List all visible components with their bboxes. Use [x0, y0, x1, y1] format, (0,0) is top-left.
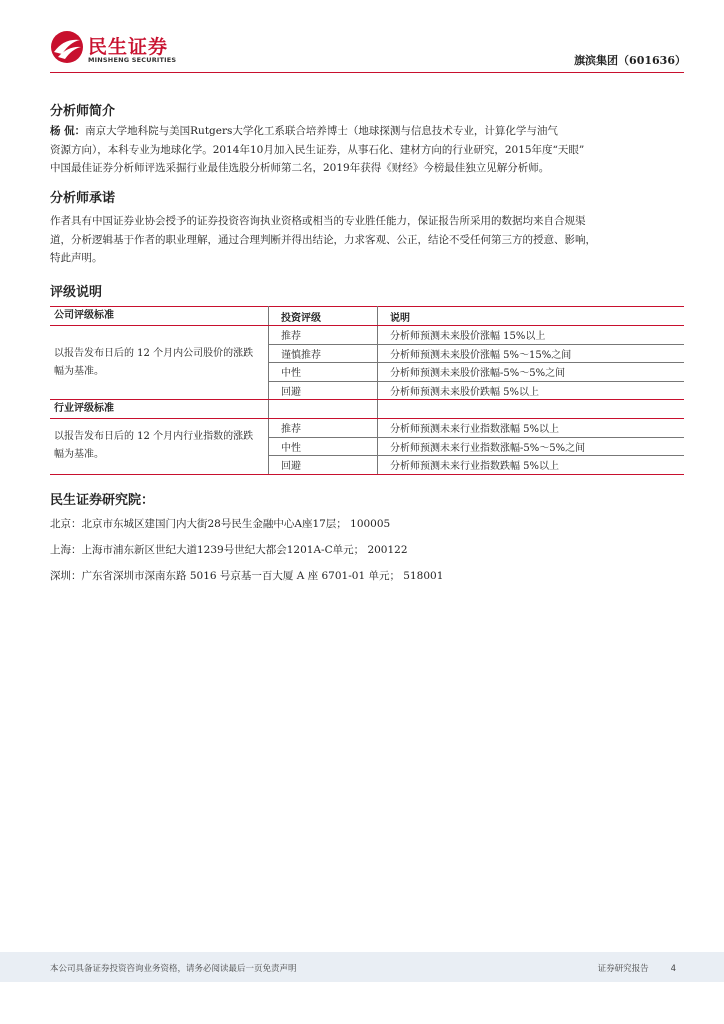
- header-industry-standard: 行业评级标准: [50, 400, 269, 419]
- header-description: 说明: [378, 307, 685, 326]
- header-divider: [50, 72, 684, 73]
- company-rating-desc: 分析师预测未来股价涨幅 15%以上: [378, 326, 685, 345]
- page-number: 4: [670, 964, 676, 974]
- footer-report-type: 证券研究报告: [597, 964, 649, 974]
- analyst-intro-line-1: 杨 侃：南京大学地科院与美国Rutgers大学化工系联合培养博士（地球探测与信息技术专业，计算化学与油气: [50, 125, 558, 137]
- footer-right: [598, 962, 676, 974]
- company-rating-desc: 分析师预测未来股价涨幅 5%～15%之间: [378, 344, 685, 363]
- company-rating-label: 谨慎推荐: [269, 344, 378, 363]
- industry-basis: 以报告发布日后的 12 个月内行业指数的涨跌幅为基准。: [50, 419, 269, 475]
- company-rating-label: 回避: [269, 381, 378, 400]
- company-rating-label: 推荐: [269, 326, 378, 345]
- logo-english-name: MINSHENG SECURITIES: [88, 56, 177, 64]
- company-logo: [50, 30, 200, 70]
- footer-disclaimer: 本公司具备证券投资咨询业务资格，请务必阅读最后一页免责声明: [50, 964, 297, 974]
- industry-rating-desc: 分析师预测未来行业指数涨幅-5%～5%之间: [378, 437, 685, 456]
- company-basis: 以报告发布日后的 12 个月内公司股价的涨跌幅为基准。: [50, 326, 269, 400]
- address-beijing: 北京：北京市东城区建国门内大街28号民生金融中心A座17层； 100005: [50, 518, 391, 530]
- commitment-text: [50, 212, 686, 268]
- industry-rating-desc: 分析师预测未来行业指数跌幅 5%以上: [378, 456, 685, 475]
- industry-rating-label: 推荐: [269, 419, 378, 438]
- header-investment-rating: 投资评级: [269, 307, 378, 326]
- commitment-title: 分析师承诺: [50, 191, 116, 206]
- table-row: [50, 419, 684, 438]
- industry-rating-label: 中性: [269, 437, 378, 456]
- rating-table-header: [50, 307, 684, 326]
- header-company-standard: 公司评级标准: [50, 307, 269, 326]
- logo-chinese-name: 民生证券: [88, 36, 169, 58]
- analyst-intro-title: 分析师简介: [50, 104, 116, 119]
- industry-rating-desc: 分析师预测未来行业指数涨幅 5%以上: [378, 419, 685, 438]
- institute-title: 民生证券研究院：: [50, 493, 155, 508]
- address-shenzhen: 深圳：广东省深圳市深南东路 5016 号京基一百大厦 A 座 6701-01 单元； 518001: [50, 570, 444, 582]
- address-shanghai: 上海：上海市浦东新区世纪大道1239号世纪大都会1201A-C单元； 200122: [50, 544, 408, 556]
- analyst-intro-line-3: 中国最佳证券分析师评选采掘行业最佳选股分析师第二名，2019年获得《财经》今榜最佳独立见解分析师。: [50, 162, 550, 174]
- industry-rating-label: 回避: [269, 456, 378, 475]
- analyst-intro-text: [50, 122, 686, 178]
- commitment-line-2: 道，分析逻辑基于作者的职业理解，通过合理判断并得出结论，力求客观、公正，结论不受任何第三方的授意、影响，: [50, 233, 596, 246]
- company-rating-desc: 分析师预测未来股价涨幅-5%～5%之间: [378, 363, 685, 382]
- table-row: [50, 326, 684, 345]
- company-rating-desc: 分析师预测未来股价跌幅 5%以上: [378, 381, 685, 400]
- commitment-line-3: 特此声明。: [50, 252, 103, 264]
- company-ticker: 旗滨集团（601636）: [574, 54, 686, 67]
- industry-section-header: [50, 400, 684, 419]
- analyst-intro-line-2: 资源方向），本科专业为地球化学。2014年10月加入民生证券，从事石化、建材方向的行业研究，2015年度“天眼”: [50, 143, 585, 156]
- commitment-line-1: 作者具有中国证券业协会授予的证券投资咨询执业资格或相当的专业胜任能力，保证报告所采用的数据均来自合规渠: [50, 215, 586, 227]
- rating-table: [50, 306, 684, 475]
- rating-title: 评级说明: [50, 285, 103, 300]
- minsheng-logo-icon: [50, 30, 84, 64]
- company-rating-label: 中性: [269, 363, 378, 382]
- analyst-name: 杨 侃：: [50, 125, 86, 137]
